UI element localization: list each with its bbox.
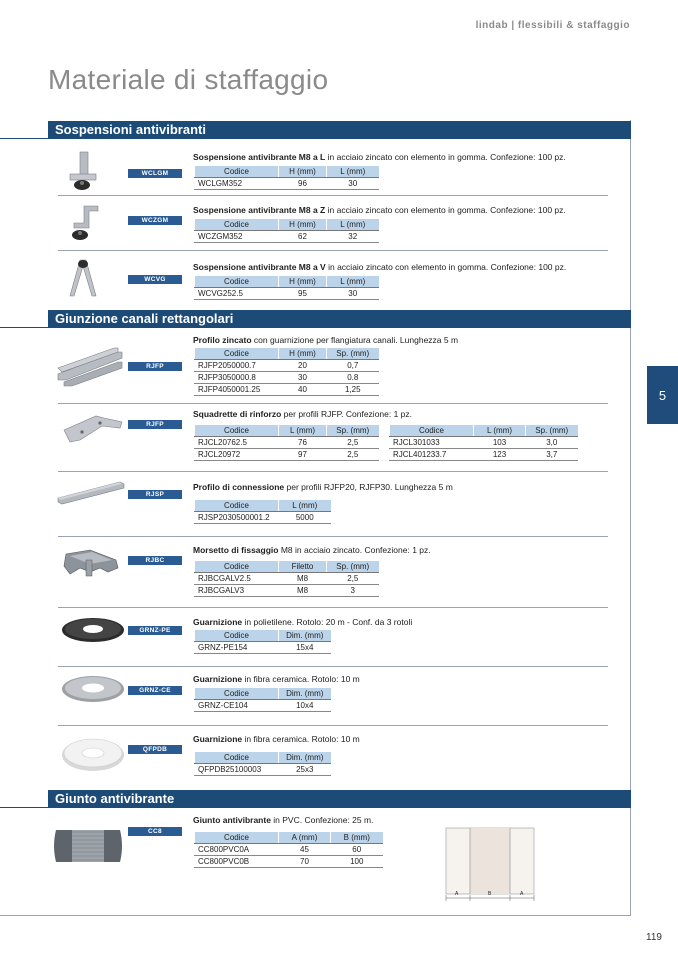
cell: 2,5 (327, 572, 379, 584)
table-row (195, 436, 379, 448)
page-title: Materiale di staffaggio (48, 64, 329, 95)
section-header-giunto: Giunto antivibrante (48, 790, 631, 808)
cell: 70 (279, 855, 331, 867)
cell: CC800PVC0A (195, 843, 279, 855)
cc8-product-image (50, 826, 126, 866)
badge-cc8: CC8 (128, 827, 182, 836)
table-row (390, 436, 578, 448)
product-name-rjfp: Profilo zincato (193, 335, 252, 345)
desc-wczgm (193, 205, 566, 215)
table-row (195, 383, 379, 395)
frame-bottom-line (0, 915, 631, 916)
table-wclgm (194, 166, 379, 190)
product-desc-grnzpe: in polietilene. Rotolo: 20 m - Conf. da 3 rotoli (242, 617, 413, 627)
table-row (195, 699, 331, 711)
desc-qfpdb (193, 734, 360, 744)
col-header: L (mm) (474, 425, 526, 436)
wczgm-product-image (62, 202, 104, 244)
grnzpe-product-image (60, 615, 126, 645)
cell: GRNZ-CE104 (195, 699, 279, 711)
table-row (195, 843, 383, 855)
badge-wczgm: WCZGM (128, 216, 182, 225)
product-name-rjcl: Squadrette di rinforzo (193, 409, 282, 419)
cell: 1,25 (327, 383, 379, 395)
product-name-qfpdb: Guarnizione (193, 734, 243, 744)
table-row (195, 855, 383, 867)
product-name-rjbc: Morsetto di fissaggio (193, 545, 279, 555)
badge-rjsp: RJSP (128, 490, 182, 499)
col-header: H (mm) (279, 348, 327, 359)
cell: RJCL301033 (390, 436, 474, 448)
desc-rjcl (193, 409, 412, 419)
cell: RJSP2030500001.2 (195, 511, 279, 523)
cell: RJFP4050001.25 (195, 383, 279, 395)
col-header: Codice (195, 832, 279, 843)
desc-rjsp (193, 482, 453, 492)
dim-label-a: A (520, 891, 524, 897)
rjbc-product-image (60, 546, 126, 580)
badge-grnzpe: GRNZ-PE (128, 626, 182, 635)
product-name-wclgm: Sospensione antivibrante M8 a L (193, 152, 326, 162)
rjcl-product-image (60, 412, 126, 446)
product-desc-grnzce: in fibra ceramica. Rotolo: 10 m (242, 674, 360, 684)
col-header: Codice (195, 276, 279, 287)
col-header: H (mm) (279, 276, 327, 287)
badge-qfpdb: QFPDB (128, 745, 182, 754)
separator (58, 195, 608, 196)
col-header: L (mm) (279, 425, 327, 436)
desc-wclgm (193, 152, 566, 162)
table-row (195, 359, 379, 371)
table-row (195, 230, 379, 242)
col-header: Dim. (mm) (279, 752, 331, 763)
table-grnzpe (194, 630, 331, 654)
col-header: Codice (195, 348, 279, 359)
col-header: Codice (195, 752, 279, 763)
cell: 60 (331, 843, 383, 855)
cell: 100 (331, 855, 383, 867)
col-header: Sp. (mm) (526, 425, 578, 436)
cell: GRNZ-PE154 (195, 641, 279, 653)
table-row (195, 572, 379, 584)
cell: QFPDB25100003 (195, 763, 279, 775)
table-rjcl-left (194, 425, 379, 461)
table-qfpdb (194, 752, 331, 776)
table-row (195, 448, 379, 460)
cell: RJCL20972 (195, 448, 279, 460)
product-name-rjsp: Profilo di connessione (193, 482, 285, 492)
cell: 96 (279, 177, 327, 189)
product-name-cc8: Giunto antivibrante (193, 815, 271, 825)
cell: 3 (327, 584, 379, 596)
qfpdb-product-image (60, 733, 126, 773)
table-rjsp (194, 500, 331, 524)
rjfp-product-image (56, 344, 124, 388)
table-wczgm (194, 219, 379, 243)
chapter-tab[interactable]: 5 (647, 366, 678, 424)
cell: 15x4 (279, 641, 331, 653)
col-header: Sp. (mm) (327, 425, 379, 436)
badge-rjcl: RJFP (128, 420, 182, 429)
product-name-grnzce: Guarnizione (193, 674, 243, 684)
col-header: Sp. (mm) (327, 561, 379, 572)
col-header: Sp. (mm) (327, 348, 379, 359)
col-header: Codice (195, 688, 279, 699)
cell: 25x3 (279, 763, 331, 775)
product-desc-wcvg: in acciaio zincato con elemento in gomma. Confezione: 100 pz. (325, 262, 567, 272)
col-header: H (mm) (279, 219, 327, 230)
desc-cc8 (193, 815, 373, 825)
table-grnzce (194, 688, 331, 712)
table-rjfp (194, 348, 379, 396)
rjsp-product-image (56, 478, 126, 508)
cell: 103 (474, 436, 526, 448)
cell: 97 (279, 448, 327, 460)
col-header: Codice (195, 561, 279, 572)
table-row (195, 763, 331, 775)
col-header: L (mm) (279, 500, 331, 511)
dim-label-b: B (488, 891, 492, 897)
col-header: Codice (195, 425, 279, 436)
separator (58, 403, 608, 404)
table-wcvg (194, 276, 379, 300)
cell: RJCL20762.5 (195, 436, 279, 448)
cell: WCZGM352 (195, 230, 279, 242)
cell: WCVG252.5 (195, 287, 279, 299)
table-rjcl-right (389, 425, 578, 461)
product-desc-rjbc: M8 in acciaio zincato. Confezione: 1 pz. (278, 545, 431, 555)
cell: 2,5 (327, 448, 379, 460)
product-name-grnzpe: Guarnizione (193, 617, 243, 627)
table-row (195, 371, 379, 383)
col-header: Codice (195, 630, 279, 641)
table-row (195, 584, 379, 596)
col-header: L (mm) (327, 166, 379, 177)
separator (58, 536, 608, 537)
cell: CC800PVC0B (195, 855, 279, 867)
cell: 30 (279, 371, 327, 383)
cell: 2,5 (327, 436, 379, 448)
cell: RJBCGALV2.5 (195, 572, 279, 584)
cell: WCLGM352 (195, 177, 279, 189)
product-desc-rjfp: con guarnizione per flangiatura canali. Lunghezza 5 m (251, 335, 459, 345)
badge-wclgm: WCLGM (128, 169, 182, 178)
product-desc-rjcl: per profili RJFP. Confezione: 1 pz. (281, 409, 413, 419)
desc-wcvg (193, 262, 566, 272)
table-rjbc (194, 561, 379, 597)
cell: 0,7 (327, 359, 379, 371)
cell: 45 (279, 843, 331, 855)
cell: RJFP3050000.8 (195, 371, 279, 383)
product-desc-cc8: in PVC. Confezione: 25 m. (270, 815, 374, 825)
desc-rjfp (193, 335, 458, 345)
col-header: Codice (195, 500, 279, 511)
col-header: H (mm) (279, 166, 327, 177)
cell: 32 (327, 230, 379, 242)
table-row (390, 448, 578, 460)
col-header: Codice (195, 219, 279, 230)
cell: RJFP2050000.7 (195, 359, 279, 371)
col-header: Codice (195, 166, 279, 177)
col-header: L (mm) (327, 276, 379, 287)
badge-rjbc: RJBC (128, 556, 182, 565)
cell: 5000 (279, 511, 331, 523)
separator (58, 250, 608, 251)
brand-header: lindab | flessibili & staffaggio (475, 20, 630, 31)
desc-grnzce (193, 674, 360, 684)
product-desc-wclgm: in acciaio zincato con elemento in gomma. Confezione: 100 pz. (325, 152, 566, 162)
cell: RJCL401233.7 (390, 448, 474, 460)
table-row (195, 177, 379, 189)
badge-rjfp: RJFP (128, 362, 182, 371)
table-cc8 (194, 832, 383, 868)
separator (58, 607, 608, 608)
product-name-wcvg: Sospensione antivibrante M8 a V (193, 262, 326, 272)
cell: 40 (279, 383, 327, 395)
cell: 76 (279, 436, 327, 448)
cell: 95 (279, 287, 327, 299)
badge-wcvg: WCVG (128, 275, 182, 284)
separator (58, 666, 608, 667)
product-desc-rjsp: per profili RJFP20, RJFP30. Lunghezza 5 m (284, 482, 453, 492)
desc-grnzpe (193, 617, 412, 627)
product-desc-wczgm: in acciaio zincato con elemento in gomma. Confezione: 100 pz. (325, 205, 566, 215)
separator (58, 725, 608, 726)
section-header-sospensioni: Sospensioni antivibranti (48, 121, 631, 139)
wclgm-product-image (62, 150, 102, 192)
cc8-dimension-diagram (444, 824, 536, 904)
dim-label-a: A (455, 891, 459, 897)
product-name-wczgm: Sospensione antivibrante M8 a Z (193, 205, 326, 215)
col-header: Dim. (mm) (279, 688, 331, 699)
cell: 10x4 (279, 699, 331, 711)
col-header: Dim. (mm) (279, 630, 331, 641)
badge-grnzce: GRNZ-CE (128, 686, 182, 695)
cell: RJBCGALV3 (195, 584, 279, 596)
cell: 3,7 (526, 448, 578, 460)
cell: 20 (279, 359, 327, 371)
section-header-giunzione: Giunzione canali rettangolari (48, 310, 631, 328)
cell: 30 (327, 287, 379, 299)
col-header: Codice (390, 425, 474, 436)
separator (58, 471, 608, 472)
page-number: 119 (646, 932, 662, 943)
cell: M8 (279, 572, 327, 584)
col-header: L (mm) (327, 219, 379, 230)
col-header: Filetto (279, 561, 327, 572)
table-row (195, 287, 379, 299)
cell: 123 (474, 448, 526, 460)
col-header: B (mm) (331, 832, 383, 843)
wcvg-product-image (62, 254, 104, 300)
product-desc-qfpdb: in fibra ceramica. Rotolo: 10 m (242, 734, 360, 744)
cell: M8 (279, 584, 327, 596)
cell: 62 (279, 230, 327, 242)
desc-rjbc (193, 545, 431, 555)
cell: 30 (327, 177, 379, 189)
table-row (195, 641, 331, 653)
table-row (195, 511, 331, 523)
cell: 0.8 (327, 371, 379, 383)
col-header: A (mm) (279, 832, 331, 843)
cell: 3,0 (526, 436, 578, 448)
grnzce-product-image (60, 673, 126, 705)
